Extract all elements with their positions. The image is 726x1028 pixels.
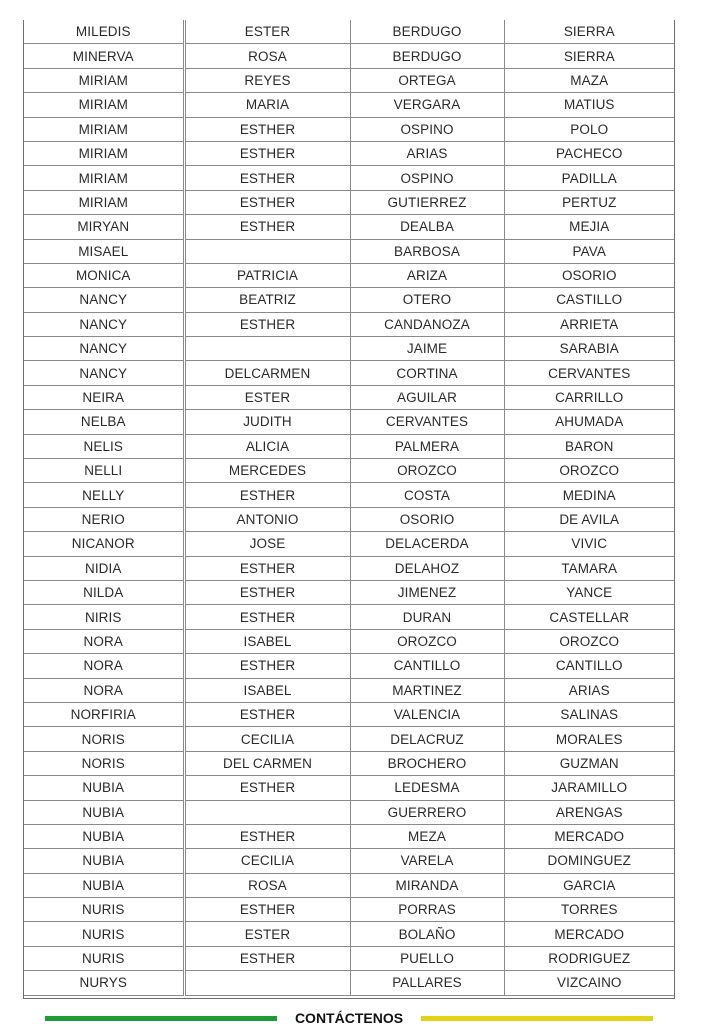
first-name-cell: NIDIA <box>24 556 184 580</box>
contact-link[interactable]: CONTÁCTENOS <box>294 1010 404 1026</box>
table-row <box>24 873 674 897</box>
middle-name-cell: DELCARMEN <box>184 361 350 385</box>
second-surname-cell: MEJIA <box>504 215 674 239</box>
first-surname-cell: AGUILAR <box>350 385 504 409</box>
first-surname-cell: PALLARES <box>350 971 504 995</box>
middle-name-cell: ISABEL <box>184 678 350 702</box>
middle-name-cell: ESTHER <box>184 190 350 214</box>
first-surname-cell: VARELA <box>350 849 504 873</box>
second-surname-cell: OROZCO <box>504 459 674 483</box>
middle-name-cell: ESTHER <box>184 312 350 336</box>
middle-name-cell: ESTHER <box>184 898 350 922</box>
middle-name-cell: ESTHER <box>184 702 350 726</box>
second-surname-cell: GARCIA <box>504 873 674 897</box>
table-row <box>24 776 674 800</box>
first-name-cell: NORA <box>24 629 184 653</box>
middle-name-cell: ESTHER <box>184 556 350 580</box>
first-name-cell: NORA <box>24 654 184 678</box>
middle-name-cell: ESTHER <box>184 483 350 507</box>
second-surname-cell: GUZMAN <box>504 751 674 775</box>
first-surname-cell: OSPINO <box>350 117 504 141</box>
first-surname-cell: COSTA <box>350 483 504 507</box>
first-surname-cell: DELACRUZ <box>350 727 504 751</box>
name-list-page <box>23 20 675 999</box>
first-surname-cell: BOLAÑO <box>350 922 504 946</box>
first-name-cell: NORIS <box>24 727 184 751</box>
first-surname-cell: MIRANDA <box>350 873 504 897</box>
table-row <box>24 605 674 629</box>
middle-name-cell: ESTHER <box>184 824 350 848</box>
first-name-cell: MONICA <box>24 263 184 287</box>
first-surname-cell: MEZA <box>350 824 504 848</box>
middle-name-cell: ALICIA <box>184 434 350 458</box>
footer-banner <box>45 1008 653 1024</box>
middle-name-cell: ESTER <box>184 20 350 44</box>
first-surname-cell: PORRAS <box>350 898 504 922</box>
table-row <box>24 263 674 287</box>
second-surname-cell: MATIUS <box>504 93 674 117</box>
table-row <box>24 971 674 995</box>
middle-name-cell: ESTHER <box>184 946 350 970</box>
middle-name-cell: ISABEL <box>184 629 350 653</box>
first-surname-cell: GUTIERREZ <box>350 190 504 214</box>
first-surname-cell: ORTEGA <box>350 68 504 92</box>
footer-yellow-bar <box>421 1016 653 1021</box>
middle-name-cell: CECILIA <box>184 727 350 751</box>
table-row <box>24 44 674 68</box>
second-surname-cell: CERVANTES <box>504 361 674 385</box>
middle-name-cell: ESTHER <box>184 776 350 800</box>
first-surname-cell: LEDESMA <box>350 776 504 800</box>
table-row <box>24 702 674 726</box>
table-row <box>24 727 674 751</box>
second-surname-cell: MEDINA <box>504 483 674 507</box>
middle-name-cell <box>184 971 350 995</box>
table-row <box>24 824 674 848</box>
first-surname-cell: JIMENEZ <box>350 580 504 604</box>
first-name-cell: NANCY <box>24 337 184 361</box>
middle-name-cell: JUDITH <box>184 410 350 434</box>
second-surname-cell: VIVIC <box>504 532 674 556</box>
first-surname-cell: CANTILLO <box>350 654 504 678</box>
middle-name-cell: BEATRIZ <box>184 288 350 312</box>
first-name-cell: NUBIA <box>24 800 184 824</box>
first-name-cell: NORA <box>24 678 184 702</box>
first-surname-cell: DELACERDA <box>350 532 504 556</box>
first-name-cell: NERIO <box>24 507 184 531</box>
first-surname-cell: MARTINEZ <box>350 678 504 702</box>
first-surname-cell: ARIAS <box>350 141 504 165</box>
second-surname-cell: RODRIGUEZ <box>504 946 674 970</box>
second-surname-cell: PAVA <box>504 239 674 263</box>
first-name-cell: MIRIAM <box>24 68 184 92</box>
middle-name-cell: JOSE <box>184 532 350 556</box>
table-row <box>24 68 674 92</box>
first-name-cell: NUBIA <box>24 824 184 848</box>
first-name-cell: NEIRA <box>24 385 184 409</box>
first-surname-cell: OROZCO <box>350 459 504 483</box>
first-surname-cell: GUERRERO <box>350 800 504 824</box>
first-surname-cell: OSORIO <box>350 507 504 531</box>
second-surname-cell: AHUMADA <box>504 410 674 434</box>
first-name-cell: NELBA <box>24 410 184 434</box>
middle-name-cell: ESTHER <box>184 605 350 629</box>
first-name-cell: NURIS <box>24 922 184 946</box>
second-surname-cell: ARENGAS <box>504 800 674 824</box>
middle-name-cell <box>184 800 350 824</box>
table-row <box>24 922 674 946</box>
table-row <box>24 190 674 214</box>
second-surname-cell: PACHECO <box>504 141 674 165</box>
middle-name-cell: MARIA <box>184 93 350 117</box>
table-row <box>24 654 674 678</box>
first-name-cell: NANCY <box>24 312 184 336</box>
first-name-cell: MIRIAM <box>24 166 184 190</box>
table-row <box>24 239 674 263</box>
second-surname-cell: SIERRA <box>504 20 674 44</box>
table-row <box>24 117 674 141</box>
first-surname-cell: BERDUGO <box>350 44 504 68</box>
table-row <box>24 629 674 653</box>
first-name-cell: MIRIAM <box>24 93 184 117</box>
second-surname-cell: DE AVILA <box>504 507 674 531</box>
second-surname-cell: JARAMILLO <box>504 776 674 800</box>
first-name-cell: NANCY <box>24 361 184 385</box>
first-name-cell: NICANOR <box>24 532 184 556</box>
middle-name-cell: ROSA <box>184 44 350 68</box>
table-row <box>24 20 674 44</box>
second-surname-cell: CASTILLO <box>504 288 674 312</box>
first-surname-cell: BARBOSA <box>350 239 504 263</box>
second-surname-cell: SALINAS <box>504 702 674 726</box>
first-surname-cell: DELAHOZ <box>350 556 504 580</box>
table-row <box>24 361 674 385</box>
first-name-cell: NORFIRIA <box>24 702 184 726</box>
table-row <box>24 337 674 361</box>
second-surname-cell: YANCE <box>504 580 674 604</box>
middle-name-cell: ESTER <box>184 922 350 946</box>
table-row <box>24 434 674 458</box>
first-name-cell: MISAEL <box>24 239 184 263</box>
middle-name-cell: ESTHER <box>184 117 350 141</box>
table-row <box>24 532 674 556</box>
first-name-cell: NIRIS <box>24 605 184 629</box>
middle-name-cell: ESTHER <box>184 654 350 678</box>
table-row <box>24 141 674 165</box>
second-surname-cell: PERTUZ <box>504 190 674 214</box>
first-surname-cell: DURAN <box>350 605 504 629</box>
second-surname-cell: CANTILLO <box>504 654 674 678</box>
middle-name-cell: ESTHER <box>184 141 350 165</box>
first-surname-cell: VERGARA <box>350 93 504 117</box>
table-row <box>24 580 674 604</box>
middle-name-cell: PATRICIA <box>184 263 350 287</box>
table-row <box>24 93 674 117</box>
second-surname-cell: VIZCAINO <box>504 971 674 995</box>
middle-name-cell: DEL CARMEN <box>184 751 350 775</box>
table-row <box>24 800 674 824</box>
second-surname-cell: TORRES <box>504 898 674 922</box>
table-row <box>24 751 674 775</box>
first-name-cell: NUBIA <box>24 849 184 873</box>
second-surname-cell: SIERRA <box>504 44 674 68</box>
table-row <box>24 483 674 507</box>
second-surname-cell: TAMARA <box>504 556 674 580</box>
first-surname-cell: OROZCO <box>350 629 504 653</box>
second-surname-cell: OROZCO <box>504 629 674 653</box>
first-name-cell: NILDA <box>24 580 184 604</box>
second-surname-cell: OSORIO <box>504 263 674 287</box>
first-name-cell: MINERVA <box>24 44 184 68</box>
first-surname-cell: DEALBA <box>350 215 504 239</box>
first-name-cell: NUBIA <box>24 873 184 897</box>
second-surname-cell: CASTELLAR <box>504 605 674 629</box>
middle-name-cell <box>184 239 350 263</box>
second-surname-cell: CARRILLO <box>504 385 674 409</box>
second-surname-cell: MORALES <box>504 727 674 751</box>
first-name-cell: MIRIAM <box>24 117 184 141</box>
first-name-cell: NELIS <box>24 434 184 458</box>
middle-name-cell: ROSA <box>184 873 350 897</box>
middle-name-cell <box>184 337 350 361</box>
second-surname-cell: POLO <box>504 117 674 141</box>
second-surname-cell: PADILLA <box>504 166 674 190</box>
second-surname-cell: SARABIA <box>504 337 674 361</box>
first-name-cell: MIRIAM <box>24 190 184 214</box>
first-name-cell: NELLI <box>24 459 184 483</box>
middle-name-cell: ESTER <box>184 385 350 409</box>
table-row <box>24 678 674 702</box>
first-name-cell: MIRIAM <box>24 141 184 165</box>
first-surname-cell: PUELLO <box>350 946 504 970</box>
second-surname-cell: ARIAS <box>504 678 674 702</box>
first-surname-cell: CERVANTES <box>350 410 504 434</box>
first-surname-cell: BROCHERO <box>350 751 504 775</box>
middle-name-cell: REYES <box>184 68 350 92</box>
first-name-cell: NURIS <box>24 946 184 970</box>
table-row <box>24 312 674 336</box>
footer-green-bar <box>45 1016 277 1021</box>
middle-name-cell: ESTHER <box>184 166 350 190</box>
table-row <box>24 849 674 873</box>
names-table-body <box>24 20 674 995</box>
middle-name-cell: ESTHER <box>184 580 350 604</box>
first-name-cell: NUBIA <box>24 776 184 800</box>
first-surname-cell: VALENCIA <box>350 702 504 726</box>
middle-name-cell: MERCEDES <box>184 459 350 483</box>
first-name-cell: MIRYAN <box>24 215 184 239</box>
first-surname-cell: CORTINA <box>350 361 504 385</box>
second-surname-cell: DOMINGUEZ <box>504 849 674 873</box>
table-row <box>24 898 674 922</box>
table-row <box>24 215 674 239</box>
first-surname-cell: BERDUGO <box>350 20 504 44</box>
first-name-cell: NORIS <box>24 751 184 775</box>
first-surname-cell: OTERO <box>350 288 504 312</box>
second-surname-cell: ARRIETA <box>504 312 674 336</box>
table-row <box>24 288 674 312</box>
middle-name-cell: ESTHER <box>184 215 350 239</box>
table-row <box>24 507 674 531</box>
table-row <box>24 946 674 970</box>
first-name-cell: NURYS <box>24 971 184 995</box>
second-surname-cell: MERCADO <box>504 824 674 848</box>
table-row <box>24 410 674 434</box>
names-table <box>24 20 674 996</box>
first-name-cell: MILEDIS <box>24 20 184 44</box>
first-surname-cell: ARIZA <box>350 263 504 287</box>
first-name-cell: NELLY <box>24 483 184 507</box>
table-row <box>24 556 674 580</box>
second-surname-cell: BARON <box>504 434 674 458</box>
first-surname-cell: CANDANOZA <box>350 312 504 336</box>
first-surname-cell: PALMERA <box>350 434 504 458</box>
first-surname-cell: JAIME <box>350 337 504 361</box>
first-surname-cell: OSPINO <box>350 166 504 190</box>
middle-name-cell: ANTONIO <box>184 507 350 531</box>
table-row <box>24 385 674 409</box>
second-surname-cell: MAZA <box>504 68 674 92</box>
middle-name-cell: CECILIA <box>184 849 350 873</box>
table-row <box>24 459 674 483</box>
first-name-cell: NANCY <box>24 288 184 312</box>
second-surname-cell: MERCADO <box>504 922 674 946</box>
table-row <box>24 166 674 190</box>
first-name-cell: NURIS <box>24 898 184 922</box>
